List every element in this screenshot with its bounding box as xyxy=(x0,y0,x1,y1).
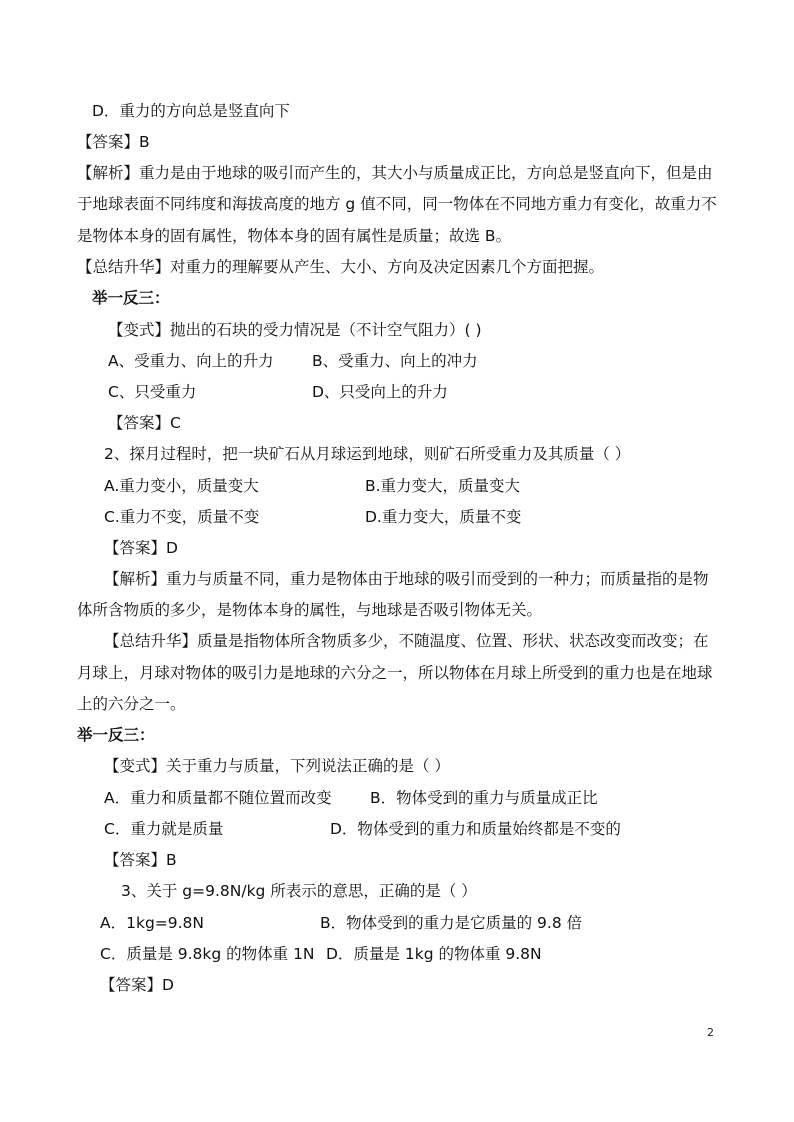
summary-line-3: 上的六分之一。 xyxy=(77,695,186,713)
option-a: A．1kg=9.8N xyxy=(100,914,205,932)
variant-question: 【变式】关于重力与质量，下列说法正确的是（ ） xyxy=(104,757,450,775)
answer-line: 【答案】D xyxy=(100,976,174,994)
option-c: C.重力不变，质量不变 xyxy=(104,508,260,526)
option-a: A.重力变小，质量变大 xyxy=(104,477,259,495)
variant-question: 【变式】抛出的石块的受力情况是（不计空气阻力）( ) xyxy=(108,321,482,339)
question-2: 2、探月过程时，把一块矿石从月球运到地球，则矿石所受重力及其质量（ ） xyxy=(104,445,631,463)
option-b: B、受重力、向上的冲力 xyxy=(312,352,478,370)
option-a: A．重力和质量都不随位置而改变 xyxy=(104,789,332,807)
option-d: D．物体受到的重力和质量始终都是不变的 xyxy=(330,820,621,838)
option-d: D．质量是 1kg 的物体重 9.8N xyxy=(326,945,542,963)
option-b: B．物体受到的重力与质量成正比 xyxy=(370,789,598,807)
option-d: D.重力变大，质量不变 xyxy=(365,508,522,526)
analysis-line-1: 【解析】重力与质量不同，重力是物体由于地球的吸引而受到的一种力；而质量指的是物 xyxy=(104,570,709,588)
analysis-line-1: 【解析】重力是由于地球的吸引而产生的，其大小与质量成正比，方向总是竖直向下，但是由 xyxy=(77,164,713,182)
option-c: C．重力就是质量 xyxy=(104,820,224,838)
answer-line: 【答案】D xyxy=(104,539,178,557)
section-heading: 举一反三： xyxy=(92,289,170,307)
option-c: C、只受重力 xyxy=(108,383,197,401)
analysis-line-2: 体所含物质的多少，是物体本身的属性，与地球是否吸引物体无关。 xyxy=(77,601,543,619)
answer-line: 【答案】C xyxy=(108,414,181,432)
option-d: D、只受向上的升力 xyxy=(312,383,448,401)
option-b: B.重力变大，质量变大 xyxy=(365,477,521,495)
summary-line-2: 月球上，月球对物体的吸引力是地球的六分之一，所以物体在月球上所受到的重力也是在地球 xyxy=(77,664,713,682)
answer-line: 【答案】B xyxy=(104,851,177,869)
option-d-line: D．重力的方向总是竖直向下 xyxy=(92,102,290,120)
page-number: 2 xyxy=(707,1026,714,1039)
option-c: C．质量是 9.8kg 的物体重 1N xyxy=(100,945,315,963)
summary-line-1: 【总结升华】质量是指物体所含物质多少，不随温度、位置、形状、状态改变而改变；在 xyxy=(104,632,709,650)
summary-line: 【总结升华】对重力的理解要从产生、大小、方向及决定因素几个方面把握。 xyxy=(77,258,605,276)
analysis-line-3: 是物体本身的固有属性，物体本身的固有属性是质量；故选 B。 xyxy=(77,227,512,245)
question-3: 3、关于 g=9.8N/kg 所表示的意思，正确的是（ ） xyxy=(121,882,477,900)
option-a: A、受重力、向上的升力 xyxy=(108,352,274,370)
analysis-line-2: 于地球表面不同纬度和海拔高度的地方 g 值不同，同一物体在不同地方重力有变化，故重力不 xyxy=(77,195,717,213)
option-b: B．物体受到的重力是它质量的 9.8 倍 xyxy=(320,914,583,932)
section-heading: 举一反三： xyxy=(77,726,155,744)
answer-line: 【答案】B xyxy=(77,133,150,151)
